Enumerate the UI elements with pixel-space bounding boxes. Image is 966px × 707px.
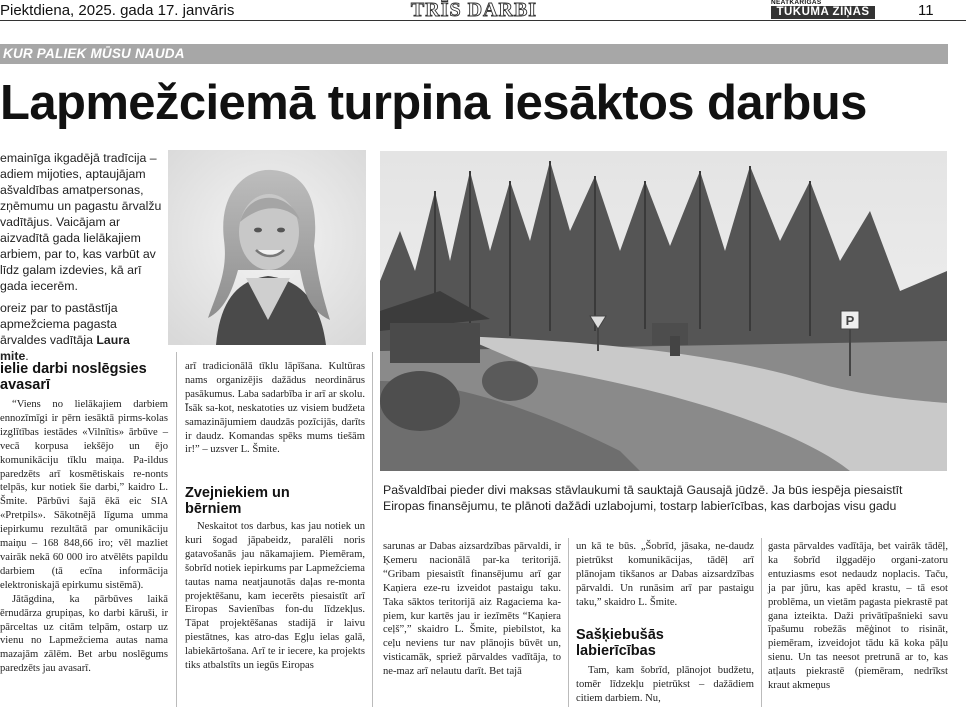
subhead-2 xyxy=(185,485,365,517)
brand-main: TUKUMA ZIŅAS xyxy=(771,6,875,19)
subhead-1-line1: ielie darbi noslēgsies xyxy=(0,361,147,377)
article-headline: Lapmežciemā turpina iesāktos darbus xyxy=(0,76,867,130)
lead-paragraph: emainīga ikgadējā tradīcija – adiem mijoties, aptaujājam ašvaldības amatpersonas, zņēmumu un pagastu ārvalžu vadītājus. Vaicājam ar aizvadītā gada lielākajiem arbiem, par to, kas varbūt av līdz galam izdevies, kā arī gada iecerēm. xyxy=(0,151,162,293)
body-paragraph: “Viens no lielākajiem darbiem ennozīmīgi ir pērn iesāktā pirms-kolas izglītības iestādes «Vilnītis» ārbūve – vecā korpusa iekšējo un ējo komunikāciju tīklu maiņa. Pa-ildus paredzēts arī kosmētiskais re-nonts telpās, kur notiek šie darbi,” kaidro L. Šmite. Pārbūvi šajā ēkā eic SIA «Pretpils». Sākotnējā līguma umma iepirkumu rezultātā par omunikāciju maiņu – 168 848,66 iro; vēl mazliet vairāk nekā 60 000 iro atvēlēts papildu darbiem (tā ecīna informācija elektroniskajā epirkumu sistēmā). xyxy=(0,399,168,591)
interviewee-surname: mite xyxy=(0,349,26,363)
subhead-2-line1: Zvejniekiem un xyxy=(185,485,290,501)
subhead-3-line2: labierīcības xyxy=(576,643,656,659)
body-column-1 xyxy=(0,398,168,676)
body-column-4a xyxy=(576,540,754,610)
body-paragraph: Jātāgdina, ka pārbūves laikā ērnudārza grupiņas, ko darbi kāruši, ir pārceltas uz citām telpām, ostarp uz vienu no Lapmežciema autas nama mazajām zālēm. Bet arbu noslēgums paredzēts jau avasarī. xyxy=(0,593,168,675)
interviewee-name: Laura xyxy=(96,333,130,347)
body-paragraph: gasta pārvaldes vadītāja, bet vairāk tādēļ, ka šobrīd ilggadējo organi-zatoru entuziasms esot nedaudz noplacis. Taču, ja par jūru, kas apēd krastu, – tā esot problēma, un vietām pagasta piekrastē pat gana izteikta. Daži privātīpašnieki savu īpašumu robežās mēģinot to risināt, piemēram, izveidojot tādu kā koka pāļu sienu. Un tas neesot pretrunā ar to, kas atļauts piekrastē (piemēram, nedrīkst kraut akmeņus xyxy=(768,541,948,692)
portrait-photo xyxy=(168,150,366,345)
column-divider xyxy=(568,538,569,707)
header-divider xyxy=(0,20,966,21)
body-column-4b xyxy=(576,664,754,706)
body-column-2b xyxy=(185,520,365,673)
body-column-5 xyxy=(768,540,948,693)
svg-text:P: P xyxy=(845,313,855,328)
section-logo xyxy=(394,0,554,19)
body-column-3 xyxy=(383,540,561,679)
body-paragraph: arī tradicionālā tīklu lāpīšana. Kultūras nams organizējis dažādus neordinārus pasākumus. Laba sadarbība ir arī ar skolu. Īsāk sa-kot, neskatoties uz visiem budžeta samazinājumiem daudzās pozīcijās, darīts ir daudz. Komandas spēks mums tiešām ir!” – uzsver L. Šmite. xyxy=(185,361,365,456)
subhead-2-line2: bērniem xyxy=(185,501,242,517)
parking-lot-photo xyxy=(380,151,947,471)
subhead-1-line2: avasarī xyxy=(0,377,50,393)
body-paragraph: Tam, kam šobrīd, plānojot budžetu, tomēr līdzekļu pietrūkst – dažādiem citiem darbiem. Nu, xyxy=(576,665,754,704)
newspaper-brand xyxy=(771,0,875,19)
body-paragraph: sarunas ar Dabas aizsardzības pārvaldi, ir Ķemeru nacionālā par-ka teritorijā. “Gribam piesaistīt finansējumu arī gar Kaņiera eze-ru izveidot pastaigu taku. Taka sāktos teritorijā aiz Ragaciema ka-piem, kur kartēs jau ir iezīmēts “Kaņiera ceļš”,” skaidro L. Šmite, piebilstot, ka ceļu neviens tur nav plānojis būvēt un, visticamāk, spriež pārvaldes vadītāja, to ne-maz arī nelautu darīt. Bet tajā xyxy=(383,541,561,678)
body-paragraph: un kā te būs. „Šobrīd, jāsaka, ne-daudz pietrūkst komunikācijas, tādēļ arī plānojam tikšanos ar Dabas aizsardzības pārvaldi. Un runāsim arī par pastaigu taku,” skaidro L. Šmite. xyxy=(576,541,754,608)
column-divider xyxy=(761,538,762,707)
section-kicker xyxy=(0,44,948,64)
column-divider xyxy=(372,352,373,707)
section-kicker-text: KUR PALIEK MŪSU NAUDA xyxy=(3,46,185,61)
column-divider xyxy=(176,352,177,707)
body-paragraph: Neskaitot tos darbus, kas jau notiek un kuri šogad jāpabeidz, paralēli noris gatavošanās jau nākamajiem. Piemēram, šobrīd notiek iepirkums par Lapmežciema tautas nama neatjaunotās daļas re-monta projektēšanu, kam iecerēts piesaistīt arī Eiropas Savienības fon-du līdzekļus. Tāpat projektēšanas stadijā ir laivu piestātnes, kas atro-das Egļu ielas galā, labiekārtošana. Arī te ir iecere, ka projekts tiks atbalstīts un iegūs Eiropas xyxy=(185,521,365,672)
subhead-1 xyxy=(0,361,170,393)
lead-paragraph-author xyxy=(0,300,166,364)
photo-caption: Pašvaldībai pieder divi maksas stāvlaukumi tā sauktajā Gausajā jūdzē. Ja būs iespēja piesaistīt Eiropas finansējumu, te plānoti dažādi uzlabojumi, tostarp labierīcības, kas darbojas visu gadu xyxy=(383,483,903,514)
brand-top: NEATKARĪGĀS xyxy=(771,0,822,6)
article-lead xyxy=(0,150,166,370)
body-column-2a xyxy=(185,360,365,457)
subhead-3 xyxy=(576,627,754,659)
page-number: 11 xyxy=(918,2,934,19)
section-logo-text: TRĪS DARBI xyxy=(410,0,538,19)
subhead-3-line1: Sašķiebušās xyxy=(576,627,664,643)
lead-p2-end: . xyxy=(25,349,29,363)
lead-p2-text: oreiz par to pastāstīja apmežciema pagasta ārvaldes vadītāja xyxy=(0,301,118,347)
issue-date: Piektdiena, 2025. gada 17. janvāris xyxy=(0,2,235,19)
